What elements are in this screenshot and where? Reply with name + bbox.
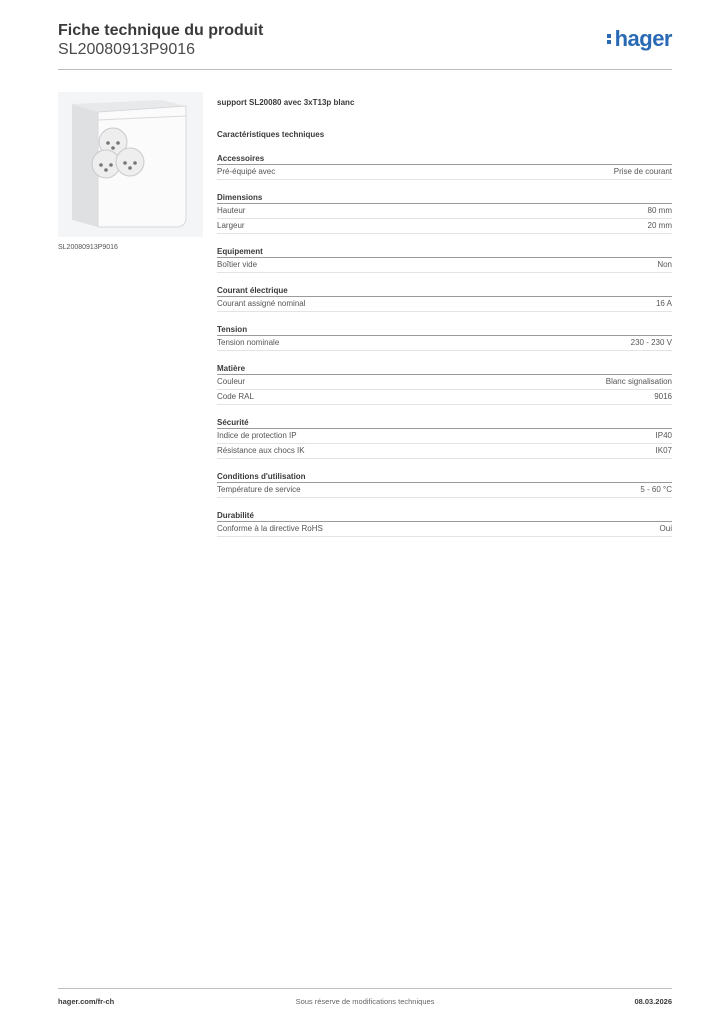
spec-value: Prise de courant [613,167,672,176]
spec-row [217,429,672,444]
spec-value: 20 mm [647,221,672,230]
spec-section-securite [217,416,672,459]
section-title: Tension [217,323,672,336]
spec-section-tension [217,323,672,351]
spec-section-equipement [217,245,672,273]
section-title: Dimensions [217,191,672,204]
page-footer [58,988,672,1012]
spec-label: Résistance aux chocs IK [217,446,305,455]
spec-row [217,258,672,273]
footer-date: 08.03.2026 [634,997,672,1006]
section-title: Courant électrique [217,284,672,297]
technical-characteristics-heading: Caractéristiques techniques [217,130,325,139]
spec-row [217,375,672,390]
spec-label: Tension nominale [217,338,280,347]
spec-value: Non [657,260,672,269]
spec-row [217,204,672,219]
spec-value: Blanc signalisation [605,377,672,386]
footer-website-link[interactable]: hager.com/fr-ch [58,997,115,1006]
product-name: support SL20080 avec 3xT13p blanc [217,98,355,107]
footer-notice: Sous réserve de modifications techniques [295,997,435,1006]
section-title: Sécurité [217,416,672,429]
section-title: Conditions d'utilisation [217,470,672,483]
spec-label: Couleur [217,377,246,386]
spec-label: Boîtier vide [217,260,258,269]
section-title: Durabilité [217,509,672,522]
spec-row [217,483,672,498]
page-header [58,22,672,70]
spec-value: 230 - 230 V [630,338,672,347]
spec-label: Conforme à la directive RoHS [217,524,323,533]
spec-section-courant [217,284,672,312]
spec-section-matiere [217,362,672,405]
spec-value: Oui [659,524,672,533]
section-title: Equipement [217,245,672,258]
spec-value: IK07 [655,446,672,455]
spec-value: 80 mm [647,206,672,215]
specifications-panel [217,96,672,537]
document-title: Fiche technique du produit [58,22,264,39]
spec-label: Hauteur [217,206,246,215]
spec-label: Largeur [217,221,245,230]
product-image-caption: SL20080913P9016 [58,244,118,251]
spec-section-durabilite [217,509,672,537]
spec-section-accessoires [217,152,672,180]
logo-text: hager [614,26,672,51]
spec-label: Pré-équipé avec [217,167,276,176]
spec-label: Indice de protection IP [217,431,297,440]
spec-row [217,219,672,234]
logo-dots-icon [607,32,613,46]
wall-socket-image [58,92,203,237]
product-reference: SL20080913P9016 [58,41,196,58]
spec-label: Code RAL [217,392,254,401]
socket-illustration-icon [58,92,203,237]
section-title: Matière [217,362,672,375]
spec-value: 16 A [655,299,672,308]
spec-label: Température de service [217,485,301,494]
spec-row [217,444,672,459]
spec-row [217,390,672,405]
section-title: Accessoires [217,152,672,165]
spec-label: Courant assigné nominal [217,299,306,308]
spec-section-dimensions [217,191,672,234]
spec-row [217,522,672,537]
spec-row [217,336,672,351]
spec-row [217,165,672,180]
spec-section-conditions [217,470,672,498]
spec-value: IP40 [655,431,672,440]
spec-value: 9016 [654,392,672,401]
spec-row [217,297,672,312]
spec-value: 5 - 60 °C [640,485,672,494]
hager-logo [607,26,672,52]
